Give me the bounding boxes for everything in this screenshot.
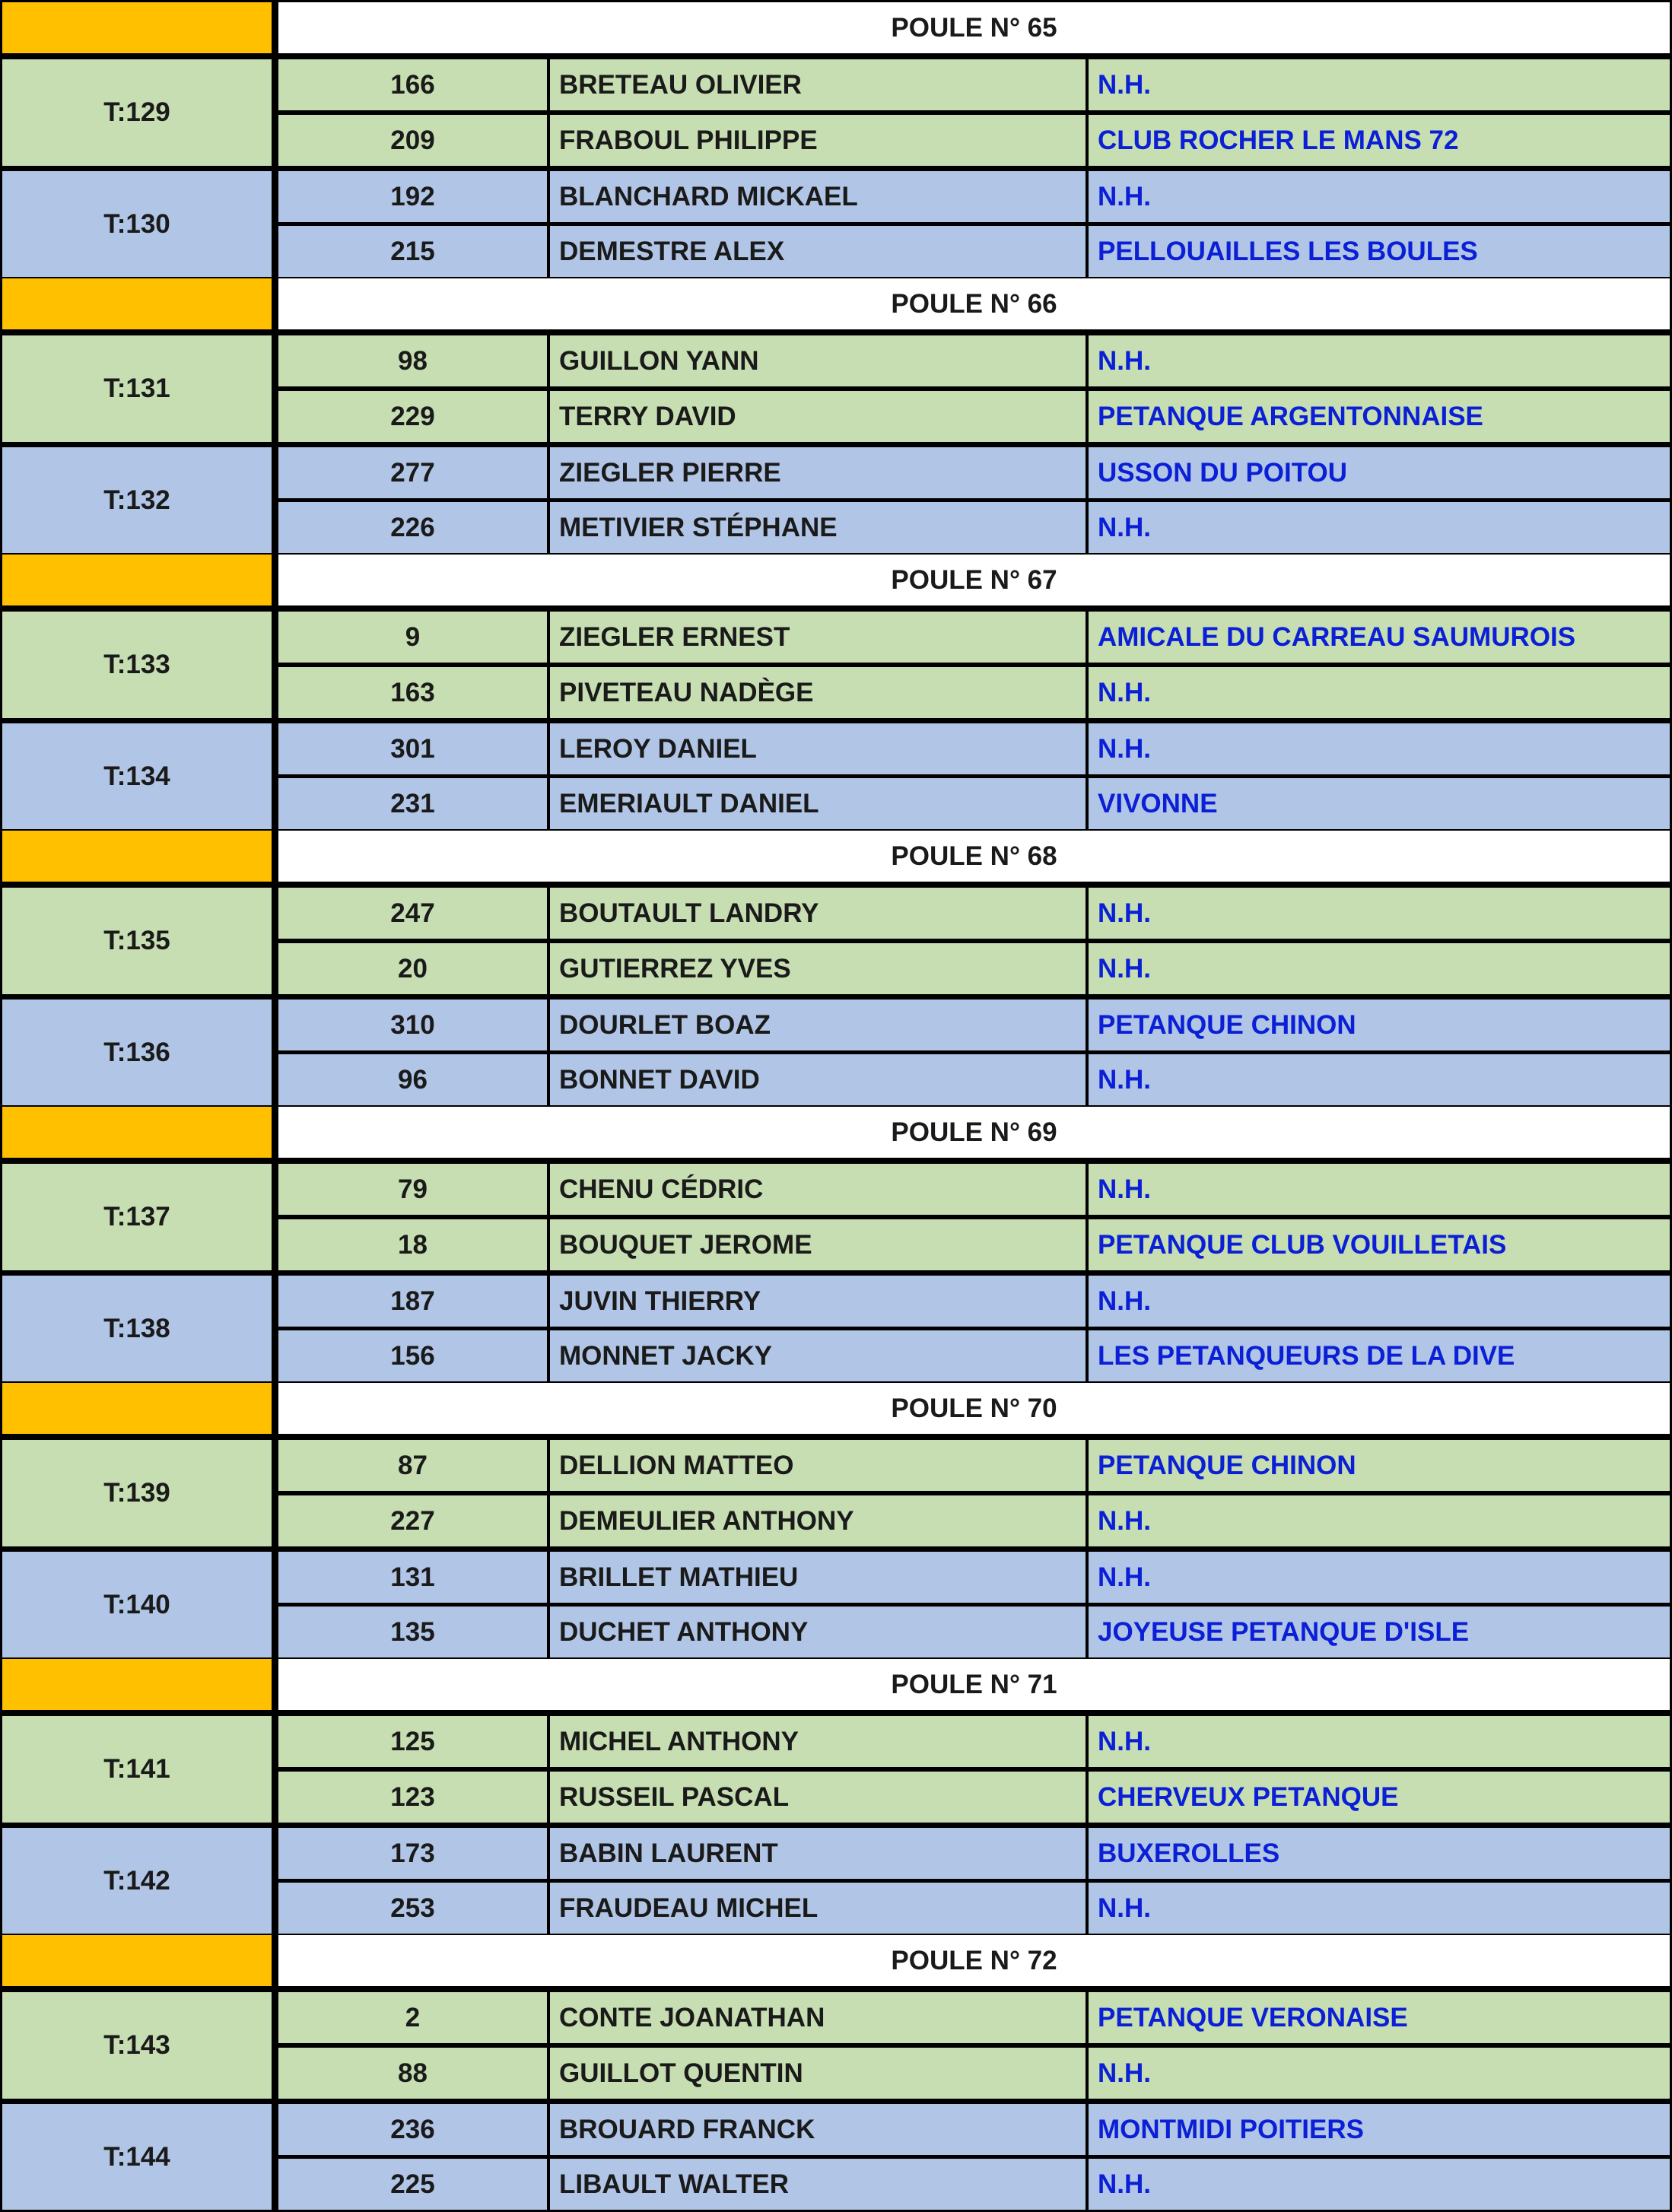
player-club: CLUB ROCHER LE MANS 72 (1089, 115, 1670, 166)
team-label: T:135 (2, 888, 272, 994)
player-club: MONTMIDI POITIERS (1089, 2104, 1670, 2155)
pool-title: POULE N° 72 (278, 1935, 1670, 1986)
player-club: N.H. (1089, 1054, 1670, 1105)
player-number: 166 (278, 59, 547, 110)
player-name: DUCHET ANTHONY (550, 1607, 1086, 1657)
player-club: N.H. (1089, 335, 1670, 386)
team-label: T:143 (2, 1992, 272, 2099)
player-number: 18 (278, 1219, 547, 1270)
player-name: CONTE JOANATHAN (550, 1992, 1086, 2043)
player-club: CHERVEUX PETANQUE (1089, 1772, 1670, 1823)
player-name: DEMEULIER ANTHONY (550, 1495, 1086, 1546)
player-number: 131 (278, 1552, 547, 1603)
player-name: DOURLET BOAZ (550, 1000, 1086, 1050)
player-club: N.H. (1089, 1883, 1670, 1934)
player-club: BUXEROLLES (1089, 1828, 1670, 1879)
player-name: BONNET DAVID (550, 1054, 1086, 1105)
pool-header-marker (2, 2, 272, 53)
pool-header-marker (2, 831, 272, 882)
pool-header-marker (2, 1383, 272, 1434)
player-number: 192 (278, 171, 547, 222)
player-number: 88 (278, 2048, 547, 2099)
team-label: T:129 (2, 59, 272, 166)
player-name: CHENU CÉDRIC (550, 1164, 1086, 1215)
team-label: T:142 (2, 1828, 272, 1934)
player-number: 173 (278, 1828, 547, 1879)
pool-title: POULE N° 69 (278, 1107, 1670, 1158)
player-number: 227 (278, 1495, 547, 1546)
player-name: RUSSEIL PASCAL (550, 1772, 1086, 1823)
player-number: 9 (278, 612, 547, 663)
team-label: T:144 (2, 2104, 272, 2210)
player-number: 226 (278, 502, 547, 553)
player-name: BRETEAU OLIVIER (550, 59, 1086, 110)
player-number: 215 (278, 226, 547, 277)
player-name: MONNET JACKY (550, 1330, 1086, 1381)
player-name: JUVIN THIERRY (550, 1276, 1086, 1327)
team-label: T:137 (2, 1164, 272, 1270)
player-name: BRILLET MATHIEU (550, 1552, 1086, 1603)
team-label: T:138 (2, 1276, 272, 1381)
player-number: 301 (278, 723, 547, 774)
player-name: GUTIERREZ YVES (550, 943, 1086, 994)
player-name: BABIN LAURENT (550, 1828, 1086, 1879)
player-club: LES PETANQUEURS DE LA DIVE (1089, 1330, 1670, 1381)
pool-title: POULE N° 68 (278, 831, 1670, 882)
player-number: 163 (278, 667, 547, 718)
player-number: 20 (278, 943, 547, 994)
player-club: N.H. (1089, 667, 1670, 718)
team-label: T:131 (2, 335, 272, 442)
player-number: 229 (278, 391, 547, 442)
pool-title: POULE N° 70 (278, 1383, 1670, 1434)
pool-title: POULE N° 66 (278, 278, 1670, 329)
player-name: DEMESTRE ALEX (550, 226, 1086, 277)
team-label: T:139 (2, 1440, 272, 1546)
player-club: N.H. (1089, 59, 1670, 110)
player-club: N.H. (1089, 502, 1670, 553)
player-number: 135 (278, 1607, 547, 1657)
player-number: 125 (278, 1716, 547, 1767)
player-club: PELLOUAILLES LES BOULES (1089, 226, 1670, 277)
pool-header-marker (2, 1659, 272, 1710)
player-name: LIBAULT WALTER (550, 2159, 1086, 2210)
pool-header-marker (2, 1107, 272, 1158)
player-number: 156 (278, 1330, 547, 1381)
team-label: T:133 (2, 612, 272, 718)
player-name: LEROY DANIEL (550, 723, 1086, 774)
pool-header-marker (2, 278, 272, 329)
player-club: PETANQUE CLUB VOUILLETAIS (1089, 1219, 1670, 1270)
player-name: FRAUDEAU MICHEL (550, 1883, 1086, 1934)
player-number: 96 (278, 1054, 547, 1105)
player-club: N.H. (1089, 1552, 1670, 1603)
player-club: AMICALE DU CARREAU SAUMUROIS (1089, 612, 1670, 663)
player-name: GUILLOT QUENTIN (550, 2048, 1086, 2099)
pool-header-marker (2, 1935, 272, 1986)
team-label: T:141 (2, 1716, 272, 1823)
player-club: VIVONNE (1089, 778, 1670, 829)
team-label: T:130 (2, 171, 272, 277)
player-number: 209 (278, 115, 547, 166)
player-name: BROUARD FRANCK (550, 2104, 1086, 2155)
player-club: N.H. (1089, 2048, 1670, 2099)
team-label: T:134 (2, 723, 272, 829)
player-number: 98 (278, 335, 547, 386)
player-club: PETANQUE VERONAISE (1089, 1992, 1670, 2043)
player-number: 79 (278, 1164, 547, 1215)
team-label: T:140 (2, 1552, 272, 1657)
player-club: N.H. (1089, 1276, 1670, 1327)
team-label: T:132 (2, 447, 272, 553)
player-name: BOUTAULT LANDRY (550, 888, 1086, 939)
player-number: 123 (278, 1772, 547, 1823)
player-name: BLANCHARD MICKAEL (550, 171, 1086, 222)
player-club: N.H. (1089, 171, 1670, 222)
player-number: 2 (278, 1992, 547, 2043)
player-club: N.H. (1089, 1164, 1670, 1215)
pool-header-marker (2, 555, 272, 605)
pool-title: POULE N° 65 (278, 2, 1670, 53)
player-number: 87 (278, 1440, 547, 1491)
player-name: MICHEL ANTHONY (550, 1716, 1086, 1767)
pool-title: POULE N° 71 (278, 1659, 1670, 1710)
player-number: 247 (278, 888, 547, 939)
player-name: ZIEGLER ERNEST (550, 612, 1086, 663)
player-name: PIVETEAU NADÈGE (550, 667, 1086, 718)
player-club: JOYEUSE PETANQUE D'ISLE (1089, 1607, 1670, 1657)
player-name: BOUQUET JEROME (550, 1219, 1086, 1270)
player-number: 225 (278, 2159, 547, 2210)
player-number: 253 (278, 1883, 547, 1934)
player-name: GUILLON YANN (550, 335, 1086, 386)
player-club: N.H. (1089, 1716, 1670, 1767)
player-club: USSON DU POITOU (1089, 447, 1670, 498)
player-name: FRABOUL PHILIPPE (550, 115, 1086, 166)
player-club: N.H. (1089, 723, 1670, 774)
player-club: PETANQUE CHINON (1089, 1000, 1670, 1050)
player-club: N.H. (1089, 2159, 1670, 2210)
player-club: PETANQUE CHINON (1089, 1440, 1670, 1491)
player-number: 310 (278, 1000, 547, 1050)
player-club: N.H. (1089, 888, 1670, 939)
player-name: EMERIAULT DANIEL (550, 778, 1086, 829)
player-number: 187 (278, 1276, 547, 1327)
player-name: DELLION MATTEO (550, 1440, 1086, 1491)
player-number: 277 (278, 447, 547, 498)
player-club: PETANQUE ARGENTONNAISE (1089, 391, 1670, 442)
player-club: N.H. (1089, 943, 1670, 994)
pool-title: POULE N° 67 (278, 555, 1670, 605)
player-number: 236 (278, 2104, 547, 2155)
player-name: ZIEGLER PIERRE (550, 447, 1086, 498)
player-name: TERRY DAVID (550, 391, 1086, 442)
player-name: METIVIER STÉPHANE (550, 502, 1086, 553)
player-number: 231 (278, 778, 547, 829)
player-club: N.H. (1089, 1495, 1670, 1546)
team-label: T:136 (2, 1000, 272, 1105)
